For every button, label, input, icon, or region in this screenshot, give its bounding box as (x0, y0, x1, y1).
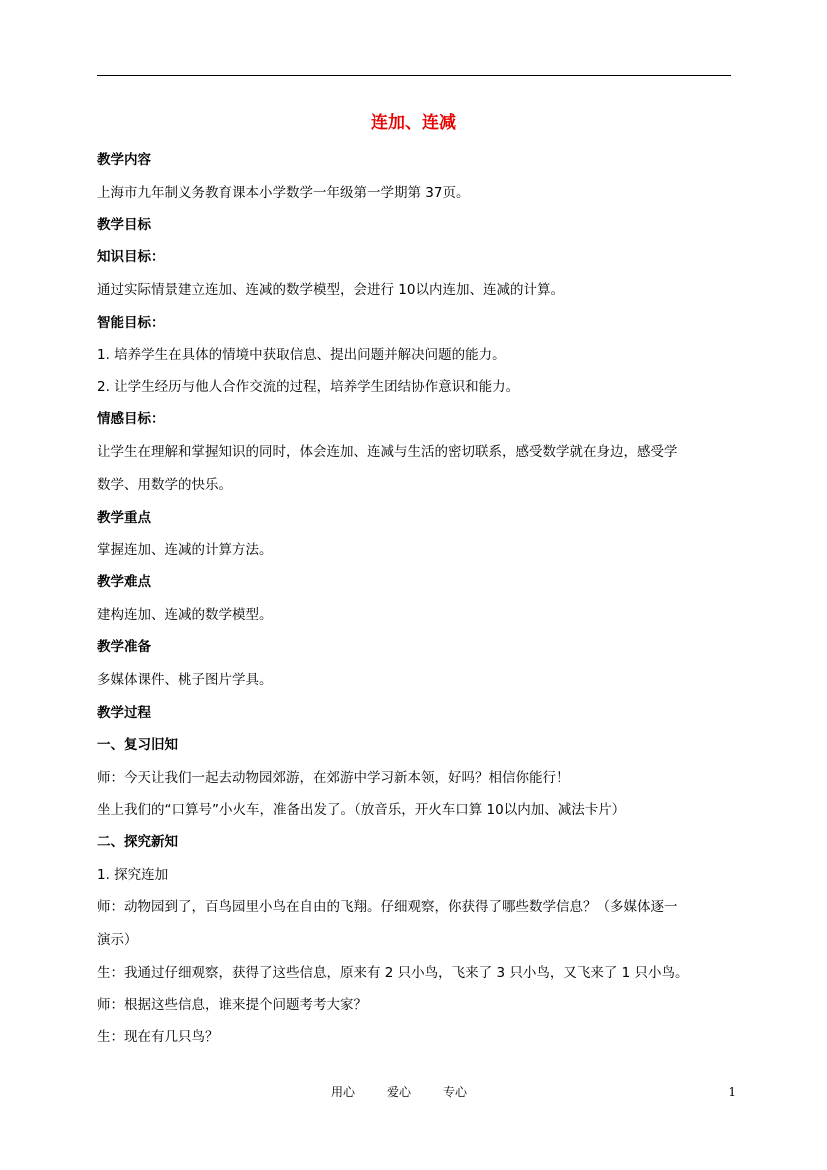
subheading-ability-goal: 智能目标： (97, 315, 165, 331)
section-review: 一、复习旧知 (97, 737, 178, 753)
dialogue-teacher-3: 师：根据这些信息，谁来提个问题考考大家？ (97, 997, 367, 1013)
paragraph-content: 上海市九年制义务教育课本小学数学一年级第一学期第 37页。 (97, 185, 470, 201)
paragraph-knowledge-goal: 通过实际情景建立连加、连减的数学模型，会进行 10以内连加、连减的计算。 (97, 282, 564, 298)
heading-process: 教学过程 (97, 705, 151, 721)
dialogue-student-1: 生：我通过仔细观察，获得了这些信息，原来有 2 只小鸟，飞来了 3 只小鸟，又飞来了 1 只小鸟。 (97, 965, 689, 981)
subheading-knowledge-goal: 知识目标： (97, 249, 165, 265)
dialogue-teacher-1: 师：今天让我们一起去动物园郊游，在郊游中学习新本领，好吗？相信你能行！ (97, 770, 570, 786)
paragraph-emotion-goal-line1: 让学生在理解和掌握知识的同时，体会连加、连减与生活的密切联系，感受数学就在身边，感受学 (97, 444, 678, 460)
section-explore: 二、探究新知 (97, 834, 178, 850)
heading-difficulties: 教学难点 (97, 574, 151, 590)
footer-word-2: 爱心 (387, 1085, 412, 1099)
paragraph-difficulties: 建构连加、连减的数学模型。 (97, 607, 273, 623)
subheading-emotion-goal: 情感目标： (97, 411, 165, 427)
dialogue-student-2: 生：现在有几只鸟？ (97, 1029, 219, 1045)
footer-word-3: 专心 (443, 1085, 468, 1099)
dialogue-teacher-2-line1: 师：动物园到了，百鸟园里小鸟在自由的飞翔。仔细观察，你获得了哪些数学信息？（多媒体逐一 (97, 899, 678, 915)
paragraph-key-points: 掌握连加、连减的计算方法。 (97, 542, 273, 558)
footer-word-1: 用心 (331, 1085, 356, 1099)
list-item-ability-2: 2. 让学生经历与他人合作交流的过程，培养学生团结协作意识和能力。 (97, 379, 520, 395)
heading-key-points: 教学重点 (97, 510, 151, 526)
header-rule (97, 75, 731, 76)
heading-preparation: 教学准备 (97, 639, 151, 655)
heading-teaching-content: 教学内容 (97, 152, 151, 168)
dialogue-teacher-2-line2: 演示） (97, 932, 138, 948)
page-number: 1 (728, 1085, 736, 1099)
paragraph-emotion-goal-line2: 数学、用数学的快乐。 (97, 477, 232, 493)
list-item-explore-addition: 1. 探究连加 (97, 867, 169, 883)
paragraph-preparation: 多媒体课件、桃子图片学具。 (97, 672, 273, 688)
paragraph-train-game: 坐上我们的“口算号”小火车，准备出发了。（放音乐，开火车口算 10以内加、减法卡片） (97, 802, 626, 818)
list-item-ability-1: 1. 培养学生在具体的情境中获取信息、提出问题并解决问题的能力。 (97, 347, 506, 363)
document-title: 连加、连减 (371, 113, 456, 133)
heading-teaching-goals: 教学目标 (97, 217, 151, 233)
